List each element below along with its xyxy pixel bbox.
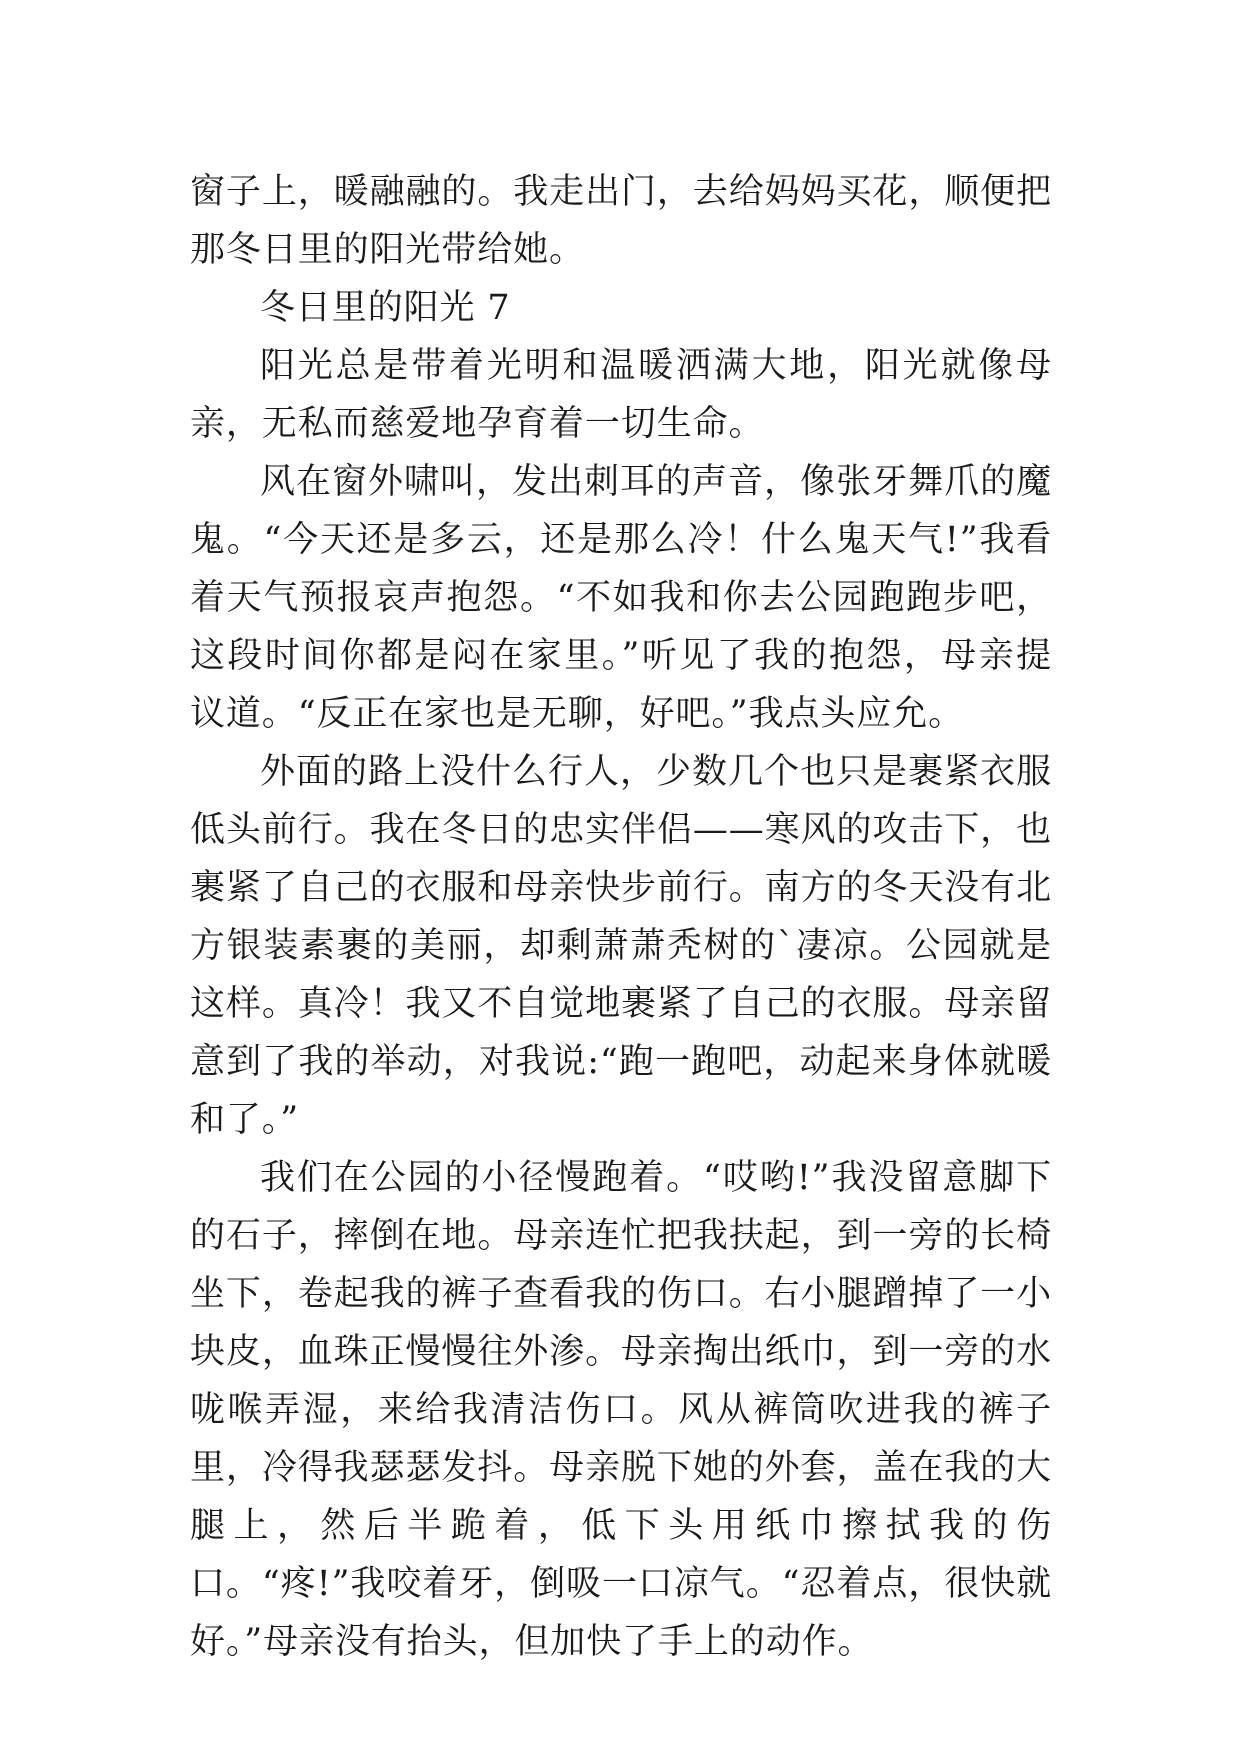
- paragraph-continuation: 窗子上，暖融融的。我走出门，去给妈妈买花，顺便把那冬日里的阳光带给她。: [190, 172, 1052, 270]
- section-heading: 冬日里的阳光 7: [260, 288, 511, 328]
- paragraph: 风在窗外啸叫，发出刺耳的声音，像张牙舞爪的魔鬼。“今天还是多云，还是那么冷！什么鬼天气!”我看着天气预报哀声抱怨。“不如我和你去公园跑跑步吧，这段时间你都是闷在家里。”听见了我的抱怨，母亲提议道。“反正在家也是无聊，好吧。”我点头应允。: [190, 462, 1052, 734]
- paragraph: 外面的路上没什么行人，少数几个也只是裹紧衣服低头前行。我在冬日的忠实伴侣——寒风的攻击下，也裹紧了自己的衣服和母亲快步前行。南方的冬天没有北方银装素裹的美丽，却剩萧萧秃树的`凄凉。公园就是这样。真冷！我又不自觉地裹紧了自己的衣服。母亲留意到了我的举动，对我说:“跑一跑吧，动起来身体就暖和了。”: [190, 752, 1052, 1140]
- paragraph: 阳光总是带着光明和温暖洒满大地，阳光就像母亲，无私而慈爱地孕育着一切生命。: [190, 346, 1052, 444]
- paragraph: 我们在公园的小径慢跑着。“哎哟!”我没留意脚下的石子，摔倒在地。母亲连忙把我扶起，到一旁的长椅坐下，卷起我的裤子查看我的伤口。右小腿蹭掉了一小块皮，血珠正慢慢往外渗。母亲掏出纸巾，到一旁的水咙喉弄湿，来给我清洁伤口。风从裤筒吹进我的裤子里，冷得我瑟瑟发抖。母亲脱下她的外套，盖在我的大腿上，然后半跪着，低下头用纸巾擦拭我的伤口。“疼!”我咬着牙，倒吸一口凉气。“忍着点，很快就好。”母亲没有抬头，但加快了手上的动作。: [190, 1158, 1052, 1662]
- document-body: [190, 163, 1052, 1671]
